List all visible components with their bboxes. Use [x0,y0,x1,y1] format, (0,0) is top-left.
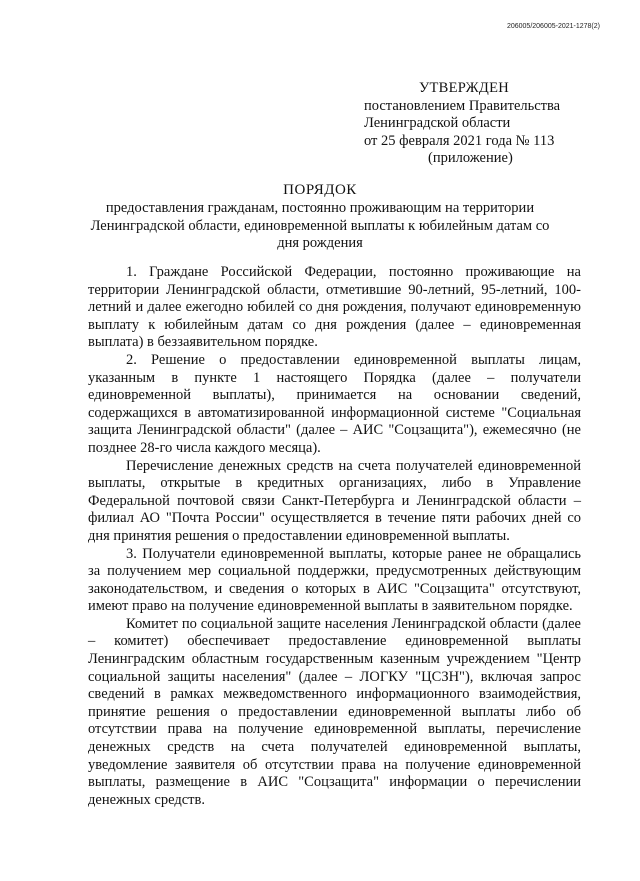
paragraph-4: 3. Получатели единовременной выплаты, которые ранее не обращались за получением мер социальной поддержки, предусмотренных действующим законодательством, и сведения о которых в АИС "Соцзащита" отсутствуют, имеют право на получение единовременной выплаты в заявительном порядке. [88,545,581,615]
approval-title: УТВЕРЖДЕН [418,80,510,96]
document-title: ПОРЯДОК [283,182,357,198]
paragraph-5: Комитет по социальной защите населения Ленинградской области (далее – комитет) обеспечивает предоставление единовременной выплаты Ленинградским областным государственным казенным учреждением "Центр социальной защиты населения" (далее – ЛОГКУ "ЦСЗН"), включая запрос сведений в рамках межведомственного информационного взаимодействия, принятие решения о предоставлении единовременной выплаты либо об отсутствии права на получение единовременной выплаты, перечисление денежных средств на счета получателей единовременной выплаты, уведомление заявителя об отсутствии права на получение единовременной выплаты, размещение в АИС "Соцзащита" информации о перечислении денежных средств. [88,615,581,808]
approval-line-1: постановлением Правительства [364,97,561,114]
approval-block [364,80,624,168]
approval-line-3: от 25 февраля 2021 года № 113 [364,132,555,149]
approval-line-2: Ленинградской области [364,115,511,131]
approval-line-4: (приложение) [428,150,513,166]
paragraph-1: 1. Граждане Российской Федерации, постоянно проживающие на территории Ленинградской области, отметившие 90-летний, 95-летний, 100-летний и далее ежегодно юбилей со дня рождения, получают единовременную выплату к юбилейным датам со дня рождения (далее – единовременная выплата) в беззаявительном порядке. [88,264,581,351]
paragraph-3: Перечисление денежных средств на счета получателей единовременной выплаты, открытые в кредитных организациях, либо в Управление Федеральной почтовой связи Санкт-Петербурга и Ленинградской области – филиал АО "Почта России" осуществляется в течение пяти рабочих дней со дня принятия решения о предоставлении единовременной выплаты. [88,457,581,544]
paragraph-2: 2. Решение о предоставлении единовременной выплаты лицам, указанным в пункте 1 настоящего Порядка (далее – получатели единовременной выплаты), принимается на основании сведений, содержащихся в автоматизированной информационной системе "Социальная защита Ленинградской области" (далее – АИС "Соцзащита"), ежемесячно (не позднее 28-го числа каждого месяца). [88,351,581,456]
document-number: 206005/206005-2021-1278(2) [506,23,600,30]
document-subtitle: предоставления гражданам, постоянно проживающим на территории Ленинградской области, единовременной выплаты к юбилейным датам со дня рождения [90,200,550,252]
document-body [88,264,581,809]
